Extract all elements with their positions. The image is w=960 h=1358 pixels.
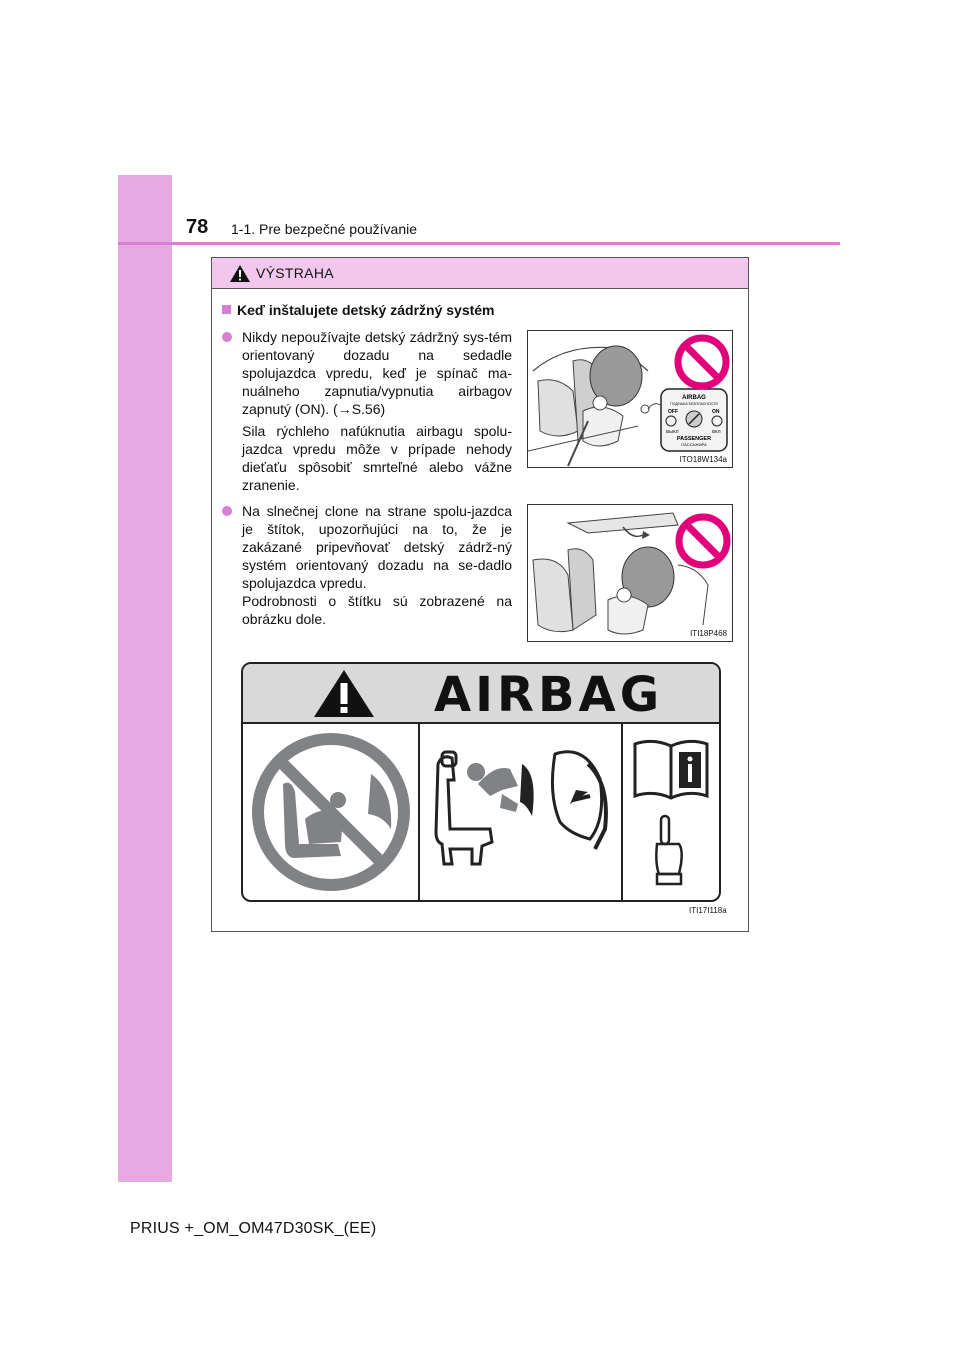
figure-child-seat-airbag-switch — [527, 330, 733, 468]
bullet-paragraph: Nikdy nepoužívajte detský zádržný sys-tém orientovaný dozadu na sedadle spolujazdca vpredu, keď je spínač ma-nuálneho zapnutia/vypnutia airbagov zapnutý (ON). (→S.56) — [242, 329, 512, 417]
label-airbag-deploy-panel — [420, 724, 621, 902]
prohibition-icon — [679, 517, 727, 565]
figure-code: ITI17I118a — [689, 906, 727, 915]
airbag-deployment-icon — [420, 724, 621, 902]
warning-box — [211, 257, 749, 932]
label-read-manual-panel — [623, 724, 721, 902]
bullet-paragraph: Sila rýchleho nafúknutia airbagu spolu-jazdca vpredu môže v prípade nehody dieťaťu spôsobiť smrteľné alebo vážne zranenie. — [242, 423, 512, 493]
warning-triangle-icon — [229, 264, 251, 283]
subheading: Keď inštalujete detský zádržný systém — [222, 302, 495, 318]
switch-title: AIRBAG — [682, 395, 706, 401]
figure-code: ITO18W134a — [679, 455, 727, 464]
switch-subtitle: ПОДУШКА БЕЗОПАСНОСТИ — [670, 402, 718, 406]
switch-passenger-label: PASSENGER — [676, 436, 712, 442]
car-interior-illustration — [528, 331, 732, 467]
header-rule — [118, 242, 840, 245]
label-no-rear-seat-panel — [243, 724, 418, 902]
switch-on-label: ON — [712, 409, 720, 415]
prohibition-icon — [678, 338, 726, 386]
label-warning-triangle-icon — [311, 667, 377, 719]
round-bullet-icon — [222, 332, 232, 342]
no-rear-facing-child-seat-icon — [243, 724, 418, 902]
bullet-paragraph: Na slnečnej clone na strane spolu-jazdca je štítok, upozorňujúci na to, že je zakázané pripevňovať detský zádrž-ný systém orientovaný dozadu na se-dadlo spolujazdca vpredu. — [242, 503, 512, 591]
sun-visor-illustration — [528, 505, 732, 641]
footer-doc-code: PRIUS +_OM_OM47D30SK_(EE) — [130, 1220, 377, 1237]
figure-sun-visor-label — [527, 504, 733, 642]
chapter-sidebar-tab — [118, 175, 172, 1182]
warning-header — [212, 258, 748, 289]
switch-vkl-label: ВКЛ — [712, 429, 721, 434]
airbag-warning-label — [241, 662, 721, 902]
bullet-paragraph: Podrobnosti o štítku sú zobrazené na obrázku dole. — [242, 593, 512, 627]
bullet-item — [222, 328, 512, 498]
switch-off-label: OFF — [668, 409, 678, 415]
page-number: 78 — [186, 216, 209, 238]
label-header — [243, 664, 719, 724]
pointing-hand-icon — [656, 816, 681, 884]
read-manual-book-icon — [623, 724, 721, 902]
section-title: 1-1. Pre bezpečné používanie — [231, 221, 418, 237]
warning-title: VÝSTRAHA — [256, 265, 334, 281]
square-bullet-icon — [222, 305, 231, 314]
label-airbag-word: AIRBAG — [434, 667, 664, 723]
bullet-item — [222, 502, 512, 632]
switch-vykl-label: ВЫКЛ — [666, 429, 679, 434]
switch-passenger-ru-label: ПАССАЖИРА — [681, 442, 707, 447]
figure-code: ITI18P468 — [690, 629, 727, 638]
round-bullet-icon — [222, 506, 232, 516]
